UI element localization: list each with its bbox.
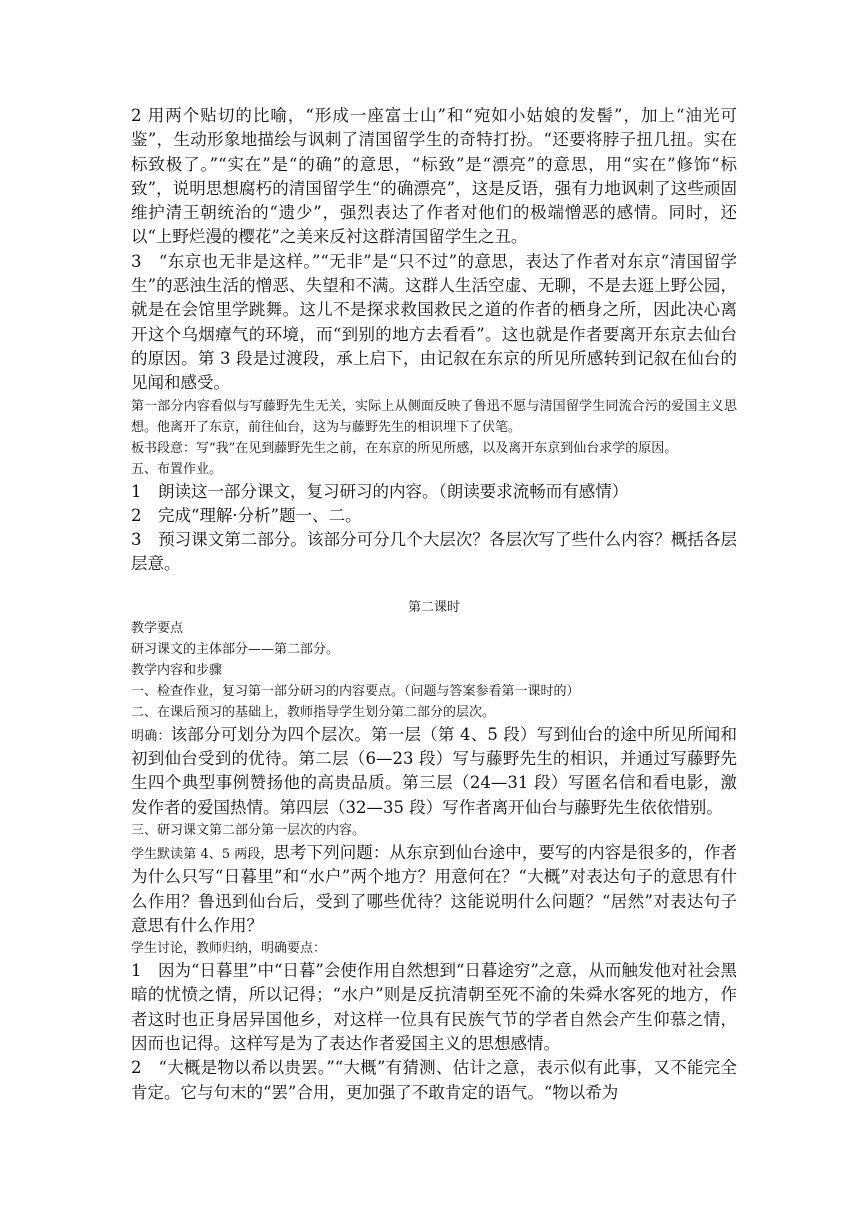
step-3: 三、研习课文第二部分第一层次的内容。 bbox=[131, 822, 366, 838]
questions-text: 思考下列问题：从东京到仙台途中，要写的内容是很多的，作者为什么只写“日暮里”和“水户”两个地方？用意何在？“大概”对表达句子的意思有什么作用？鲁迅到仙台后，受到了哪些优待？这能说明什么问题？“居然”对表达句子意思有什么作用？ bbox=[131, 842, 737, 935]
step-2: 二、在课后预习的基础上，教师指导学生划分第二部分的层次。 bbox=[131, 704, 496, 720]
paragraph-part-one-summary: 第一部分内容看似与写藤野先生无关，实际上从侧面反映了鲁迅不愿与清国留学生同流合污的爱国主义思想。他离开了东京，前往仙台，这为与藤野先生的相识埋下了伏笔。 bbox=[131, 398, 737, 435]
clarify-lead: 明确： bbox=[131, 728, 171, 744]
homework-item-3: 3 预习课文第二部分。该部分可分几个大层次？各层次写了些什么内容？概括各层层意。 bbox=[131, 530, 737, 574]
heading-content-steps: 教学内容和步骤 bbox=[131, 662, 223, 678]
heading-homework: 五、布置作业。 bbox=[131, 461, 223, 477]
questions-lead: 学生默读第 4、5 两段， bbox=[131, 846, 274, 862]
paragraph-clarify bbox=[131, 723, 737, 820]
section-title: 第二课时 bbox=[407, 599, 460, 615]
heading-teaching-points: 教学要点 bbox=[131, 620, 184, 636]
paragraph-board-summary: 板书段意：写“我”在见到藤野先生之前，在东京的所见所感，以及离开东京到仙台求学的原因。 bbox=[131, 440, 678, 456]
homework-item-1: 1 朗读这一部分课文，复习研习的内容。（朗读要求流畅而有感情） bbox=[131, 481, 629, 501]
homework-item-2: 2 完成“理解·分析”题一、二。 bbox=[131, 505, 362, 525]
discussion-intro: 学生讨论，教师归纳，明确要点： bbox=[131, 941, 327, 957]
paragraph-analysis-3: 3 “东京也无非是这样。”“无非”是“只不过”的意思，表达了作者对东京“清国留学生”的恶浊生活的憎恶、失望和不满。这群人生活空虚、无聊，不是去逛上野公园，就是在会馆里学跳舞。这儿不是探求救国救民之道的作者的栖身之所，因此决心离开这个乌烟瘴气的环境，而“到别的地方去看看”。这也就是作者要离开东京去仙台的原因。第 3 段是过渡段，承上启下，由记叙在东京的所见所感转到记叙在仙台的见闻和感受。 bbox=[131, 251, 737, 393]
point-1: 1 因为“日暮里”中“日暮”会使作用自然想到“日暮途穷”之意，从而触发他对社会黑暗的忧愤之情，所以记得；“水户”则是反抗清朝至死不渝的朱舜水客死的地方，作者这时也正身居异国他乡，对这样一位具有民族气节的学者自然会产生仰慕之情，因而也记得。这样写是为了表达作者爱国主义的思想感情。 bbox=[131, 961, 737, 1054]
teaching-points-text: 研习课文的主体部分——第二部分。 bbox=[131, 641, 340, 657]
clarify-text: 该部分可划分为四个层次。第一层（第 4、5 段）写到仙台的途中所见所闻和初到仙台受到的优待。第二层（6—23 段）写与藤野先生的相识，并通过写藤野先生四个典型事例赞扬他的高贵品质。第三层（24—31 段）写匿名信和看电影，激发作者的爱国热情。第四层（32—35 段）写作者离开仙台与藤野先生依依惜别。 bbox=[131, 724, 737, 817]
paragraph-questions bbox=[131, 841, 737, 938]
document-page bbox=[131, 104, 737, 1105]
step-1: 一、检查作业，复习第一部分研习的内容要点。（问题与答案参看第一课时的） bbox=[131, 683, 580, 699]
paragraph-analysis-2: 2 用两个贴切的比喻，“形成一座富士山”和“宛如小姑娘的发髻”，加上“油光可鉴”，生动形象地描绘与讽刺了清国留学生的奇特打扮。“还要将脖子扭几扭。实在标致极了。”“实在”是“的确”的意思，“标致”是“漂亮”的意思，用“实在”修饰“标致”，说明思想腐朽的清国留学生“的确漂亮”，这是反语，强有力地讽刺了这些顽固维护清王朝统治的“遗少”，强烈表达了作者对他们的极端憎恶的感情。同时，还以“上野烂漫的樱花”之美来反衬这群清国留学生之丑。 bbox=[131, 106, 737, 247]
point-2: 2 “大概是物以希以贵罢。”“大概”有猜测、估计之意，表示似有此事，又不能完全肯定。它与句末的“罢”合用，更加强了不敢肯定的语气。“物以希为 bbox=[131, 1058, 737, 1102]
